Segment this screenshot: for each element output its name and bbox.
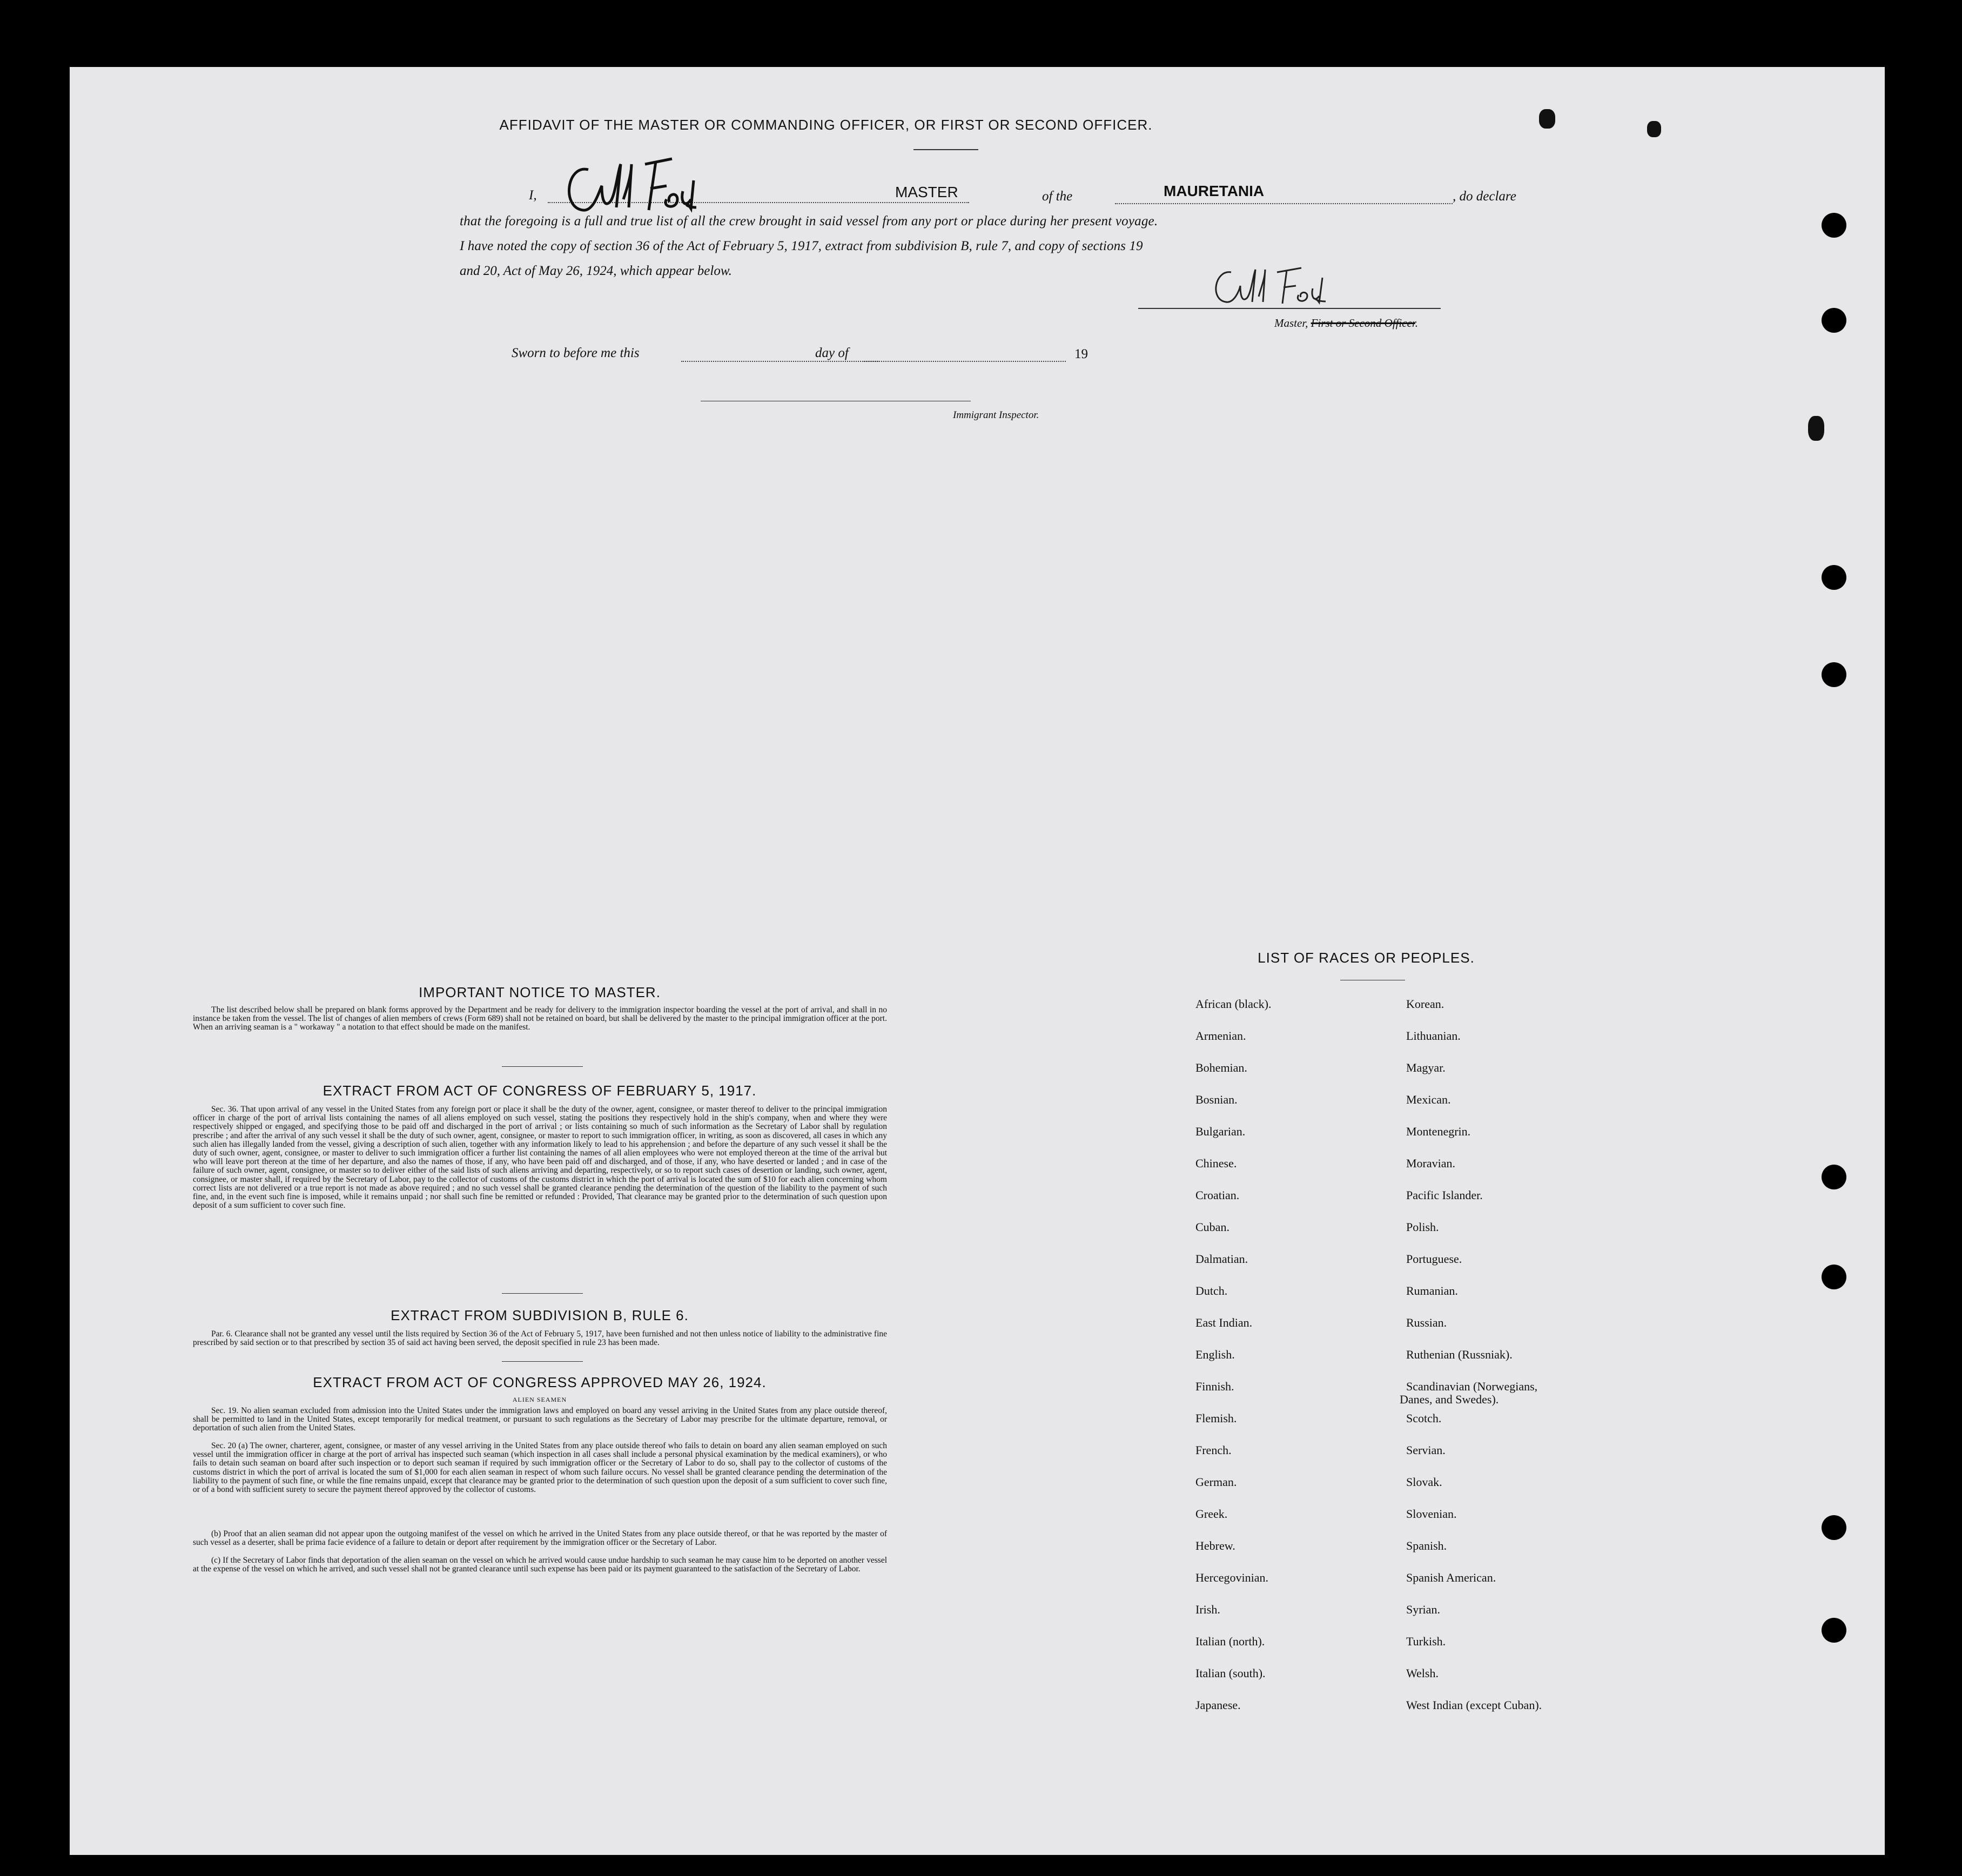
notice-body bbox=[193, 1006, 887, 1032]
ink-mark bbox=[1647, 121, 1661, 137]
signature-title bbox=[1274, 317, 1418, 330]
race-item: Pacific Islander. bbox=[1406, 1188, 1483, 1202]
race-item: Magyar. bbox=[1406, 1061, 1446, 1074]
race-item: East Indian. bbox=[1195, 1316, 1253, 1329]
race-item: Chinese. bbox=[1195, 1156, 1237, 1170]
sworn-month-line bbox=[862, 361, 1066, 362]
race-item: Turkish. bbox=[1406, 1635, 1446, 1648]
race-item: Bulgarian. bbox=[1195, 1125, 1246, 1138]
signature-title-struck: First or Second Officer bbox=[1311, 317, 1415, 330]
race-item: African (black). bbox=[1195, 997, 1272, 1011]
section-20b-body bbox=[193, 1530, 887, 1547]
races-title: LIST OF RACES OR PEOPLES. bbox=[1258, 950, 1475, 966]
sworn-year-label: 19 bbox=[1074, 347, 1088, 361]
punch-hole bbox=[1822, 308, 1846, 333]
punch-hole bbox=[1822, 213, 1846, 238]
subdivision-b-title: EXTRACT FROM SUBDIVISION B, RULE 6. bbox=[391, 1307, 689, 1323]
race-item: Armenian. bbox=[1195, 1029, 1246, 1043]
race-item: Welsh. bbox=[1406, 1666, 1439, 1680]
race-item: Spanish. bbox=[1406, 1539, 1447, 1552]
section-20a-body bbox=[193, 1442, 887, 1494]
race-item: Scandinavian (Norwegians, bbox=[1406, 1380, 1538, 1393]
section-20c-body bbox=[193, 1556, 887, 1574]
punch-hole bbox=[1822, 565, 1846, 590]
punch-hole bbox=[1822, 1618, 1846, 1643]
inspector-label: Immigrant Inspector. bbox=[953, 409, 1039, 421]
race-item: Slovak. bbox=[1406, 1475, 1442, 1489]
rule-6-text: Par. 6. Clearance shall not be granted any vessel until the lists required by Section 36 of the Act of February 5, 1917, have been furnished and not then unless notice of liability to the administrative fine prescribed by said section or to that prescribed by section 35 of said act having been served, the deposit specified in rule 23 has been made. bbox=[193, 1329, 887, 1348]
section-20b-text: (b) Proof that an alien seaman did not appear upon the outgoing manifest of the vessel on which he arrived in the United States from any place outside thereof, or that he was reported by the master of such vessel as a deserter, shall be prima facie evidence of a failure to detain or deport after requirement by the immigration officer or the Secretary of Labor. bbox=[193, 1529, 887, 1548]
race-item: Croatian. bbox=[1195, 1188, 1240, 1202]
notice-text: The list described below shall be prepared on blank forms approved by the Department and be ready for delivery to the immigration inspector boarding the vessel at the port of arrival, and shall in no instance be taken from the vessel. The list of changes of alien members of crews (Form 689) shall not be retained on board, but shall be delivered by the master to the principal immigration officer at the port. When an arriving seaman is a " workaway " a notation to that effect should be made on the manifest. bbox=[193, 1005, 887, 1032]
vessel-line bbox=[1115, 203, 1453, 204]
affidavit-title: AFFIDAVIT OF THE MASTER OR COMMANDING OFFICER, OR FIRST OR SECOND OFFICER. bbox=[499, 117, 1153, 133]
ink-mark bbox=[1808, 416, 1824, 441]
race-item: Hercegovinian. bbox=[1195, 1571, 1268, 1584]
race-item: Spanish American. bbox=[1406, 1571, 1496, 1584]
race-item: English. bbox=[1195, 1348, 1235, 1361]
punch-hole bbox=[1822, 1265, 1846, 1289]
race-item: Ruthenian (Russniak). bbox=[1406, 1348, 1513, 1361]
divider bbox=[502, 1293, 583, 1294]
signature-line bbox=[1138, 308, 1441, 309]
race-item: German. bbox=[1195, 1475, 1237, 1489]
race-item: Mexican. bbox=[1406, 1093, 1451, 1106]
race-item: Servian. bbox=[1406, 1443, 1446, 1457]
race-item: West Indian (except Cuban). bbox=[1406, 1698, 1542, 1712]
sworn-day-line bbox=[681, 361, 878, 362]
notice-title: IMPORTANT NOTICE TO MASTER. bbox=[419, 984, 661, 1000]
race-item: Dalmatian. bbox=[1195, 1252, 1248, 1266]
rank-field: MASTER bbox=[895, 184, 958, 200]
race-item: Russian. bbox=[1406, 1316, 1447, 1329]
punch-hole bbox=[1822, 662, 1846, 687]
race-item: Bohemian. bbox=[1195, 1061, 1247, 1074]
affidavit-line-3: I have noted the copy of section 36 of the Act of February 5, 1917, extract from subdivision B, rule 7, and copy of sections 19 bbox=[460, 239, 1143, 253]
signature-title-prefix: Master, bbox=[1274, 317, 1308, 330]
master-signature bbox=[556, 148, 702, 224]
punch-hole bbox=[1822, 1515, 1846, 1540]
race-item: Finnish. bbox=[1195, 1380, 1234, 1393]
race-item: Moravian. bbox=[1406, 1156, 1456, 1170]
declare-label: , do declare bbox=[1453, 189, 1516, 204]
document-page bbox=[70, 67, 1885, 1855]
affidavit-line-4: and 20, Act of May 26, 1924, which appear below. bbox=[460, 264, 732, 278]
sworn-label: Sworn to before me this bbox=[512, 346, 640, 360]
extract-1924-title: EXTRACT FROM ACT OF CONGRESS APPROVED MAY 26, 1924. bbox=[313, 1374, 767, 1390]
race-item: Bosnian. bbox=[1195, 1093, 1238, 1106]
subdivision-b-body bbox=[193, 1330, 887, 1347]
race-item: Syrian. bbox=[1406, 1603, 1440, 1616]
race-item: Greek. bbox=[1195, 1507, 1228, 1521]
race-item: Lithuanian. bbox=[1406, 1029, 1461, 1043]
race-item: Italian (north). bbox=[1195, 1635, 1265, 1648]
section-36-text: Sec. 36. That upon arrival of any vessel in the United States from any foreign port or place it shall be the duty of the owner, agent, consignee, or master thereof to deliver to the principal immigration officer in charge of the port of arrival lists containing the names of all aliens employed on such vessel, stating the positions they respectively hold in the ship's company, when and where they were respectively shipped or engaged, and specifying those to be paid off and discharged in the port of arrival ; or lists containing so much of such information as the Secretary of Labor shall by regulation prescribe ; and after the arrival of any such vessel it shall be the duty of such owner, agent, consignee, or master to report to such immigration officer, in writing, as soon as discovered, all cases in which any such alien has illegally landed from the vessel, giving a description of such alien, together with any information likely to lead to his apprehension ; and before the departure of any such vessel it shall be the duty of such owner, agent, consignee, or master to deliver to such immigration officer a further list containing the names of all alien employees who were not employed thereon at the time of the arrival but who will leave port thereon at the time of her departure, and also the names of those, if any, who have been paid off and discharged, and of those, if any, who have deserted or landed ; and in case of the failure of such owner, agent, consignee, or master so to deliver either of the said lists of such aliens arriving and departing, respectively, or so to report such cases of desertion or landing, such owner, agent, consignee, or master shall, if required by the Secretary of Labor, pay to the collector of customs of the customs district in which the port of arrival is located the sum of $10 for each alien concerning whom correct lists are not delivered or a true report is not made as above required ; and no such vessel shall be granted clearance pending the determination of the question of the liability to the payment of such fine, and, in the event such fine is imposed, while it remains unpaid ; nor shall such fine be remitted or refunded : Provided, That clearance may be granted prior to the determination of such question upon deposit of a sum sufficient to cover such fine. bbox=[193, 1105, 887, 1211]
extract-1917-body bbox=[193, 1105, 887, 1210]
race-item: Hebrew. bbox=[1195, 1539, 1235, 1552]
race-item: Dutch. bbox=[1195, 1284, 1228, 1297]
signature-title-suffix: . bbox=[1415, 317, 1418, 330]
race-item: Scotch. bbox=[1406, 1411, 1442, 1425]
race-item: Portuguese. bbox=[1406, 1252, 1462, 1266]
race-item: Flemish. bbox=[1195, 1411, 1237, 1425]
section-20a-text: Sec. 20 (a) The owner, charterer, agent, consignee, or master of any vessel arriving in the United States from any place outside thereof who fails to detain on board any alien seaman employed on such vessel until the immigration officer in charge at the port of arrival has inspected such seaman (which inspection in all cases shall include a personal physical examination by the medical examiners), or who fails to detain such seaman on board after such inspection or to deport such seaman if required by such immigration officer or the Secretary of Labor to do so, shall pay to the collector of customs of the customs district in which the port of arrival is located the sum of $1,000 for each alien seaman in respect of whom such failure occurs. No vessel shall be granted clearance pending the determination of the liability to the payment of such fine, or while the fine remains unpaid, except that clearance may be granted prior to the determination of such question upon the deposit of a sum sufficient to cover such fine, or of a bond with sufficient surety to secure the payment thereof approved by the collector of customs. bbox=[193, 1441, 887, 1495]
countersignature bbox=[1207, 261, 1347, 310]
punch-hole bbox=[1822, 1165, 1846, 1189]
race-item: French. bbox=[1195, 1443, 1232, 1457]
affidavit-prefix: I, bbox=[529, 188, 537, 203]
race-item: Japanese. bbox=[1195, 1698, 1241, 1712]
section-19-text: Sec. 19. No alien seaman excluded from admission into the United States under the immigration laws and employed on board any vessel arriving in the United States from any place outside thereof, shall be permitted to land in the United States, except temporarily for medical treatment, or pursuant to such regulations as the Secretary of Labor may prescribe for the ultimate departure, removal, or deportation of such alien from the United States. bbox=[193, 1406, 887, 1433]
race-item: Korean. bbox=[1406, 997, 1444, 1011]
divider bbox=[502, 1066, 583, 1067]
affidavit-line-2: that the foregoing is a full and true list of all the crew brought in said vessel from any port or place during her present voyage. bbox=[460, 214, 1158, 228]
section-19-body bbox=[193, 1407, 887, 1433]
vessel-name-field: MAURETANIA bbox=[1164, 183, 1265, 199]
extract-1917-title: EXTRACT FROM ACT OF CONGRESS OF FEBRUARY 5, 1917. bbox=[322, 1082, 757, 1099]
of-the-label: of the bbox=[1042, 189, 1073, 204]
race-item: Montenegrin. bbox=[1406, 1125, 1471, 1138]
divider bbox=[913, 149, 978, 150]
race-item: Italian (south). bbox=[1195, 1666, 1266, 1680]
alien-seamen-subtitle: ALIEN SEAMEN bbox=[512, 1396, 567, 1403]
race-item: Rumanian. bbox=[1406, 1284, 1458, 1297]
race-item-continuation: Danes, and Swedes). bbox=[1400, 1393, 1499, 1406]
race-item: Irish. bbox=[1195, 1603, 1220, 1616]
sworn-day-label: day of bbox=[815, 346, 849, 360]
race-item: Slovenian. bbox=[1406, 1507, 1457, 1521]
race-item: Cuban. bbox=[1195, 1220, 1229, 1234]
divider bbox=[502, 1361, 583, 1362]
section-20c-text: (c) If the Secretary of Labor finds that deportation of the alien seaman on the vessel on which he arrived would cause undue hardship to such seaman he may cause him to be deported on another vessel at the expense of the vessel on which he arrived, and such vessel shall not be granted clearance until such expense has been paid or its payment guaranteed to the satisfaction of the Secretary of Labor. bbox=[193, 1556, 887, 1574]
race-item: Polish. bbox=[1406, 1220, 1439, 1234]
ink-mark bbox=[1539, 109, 1555, 129]
